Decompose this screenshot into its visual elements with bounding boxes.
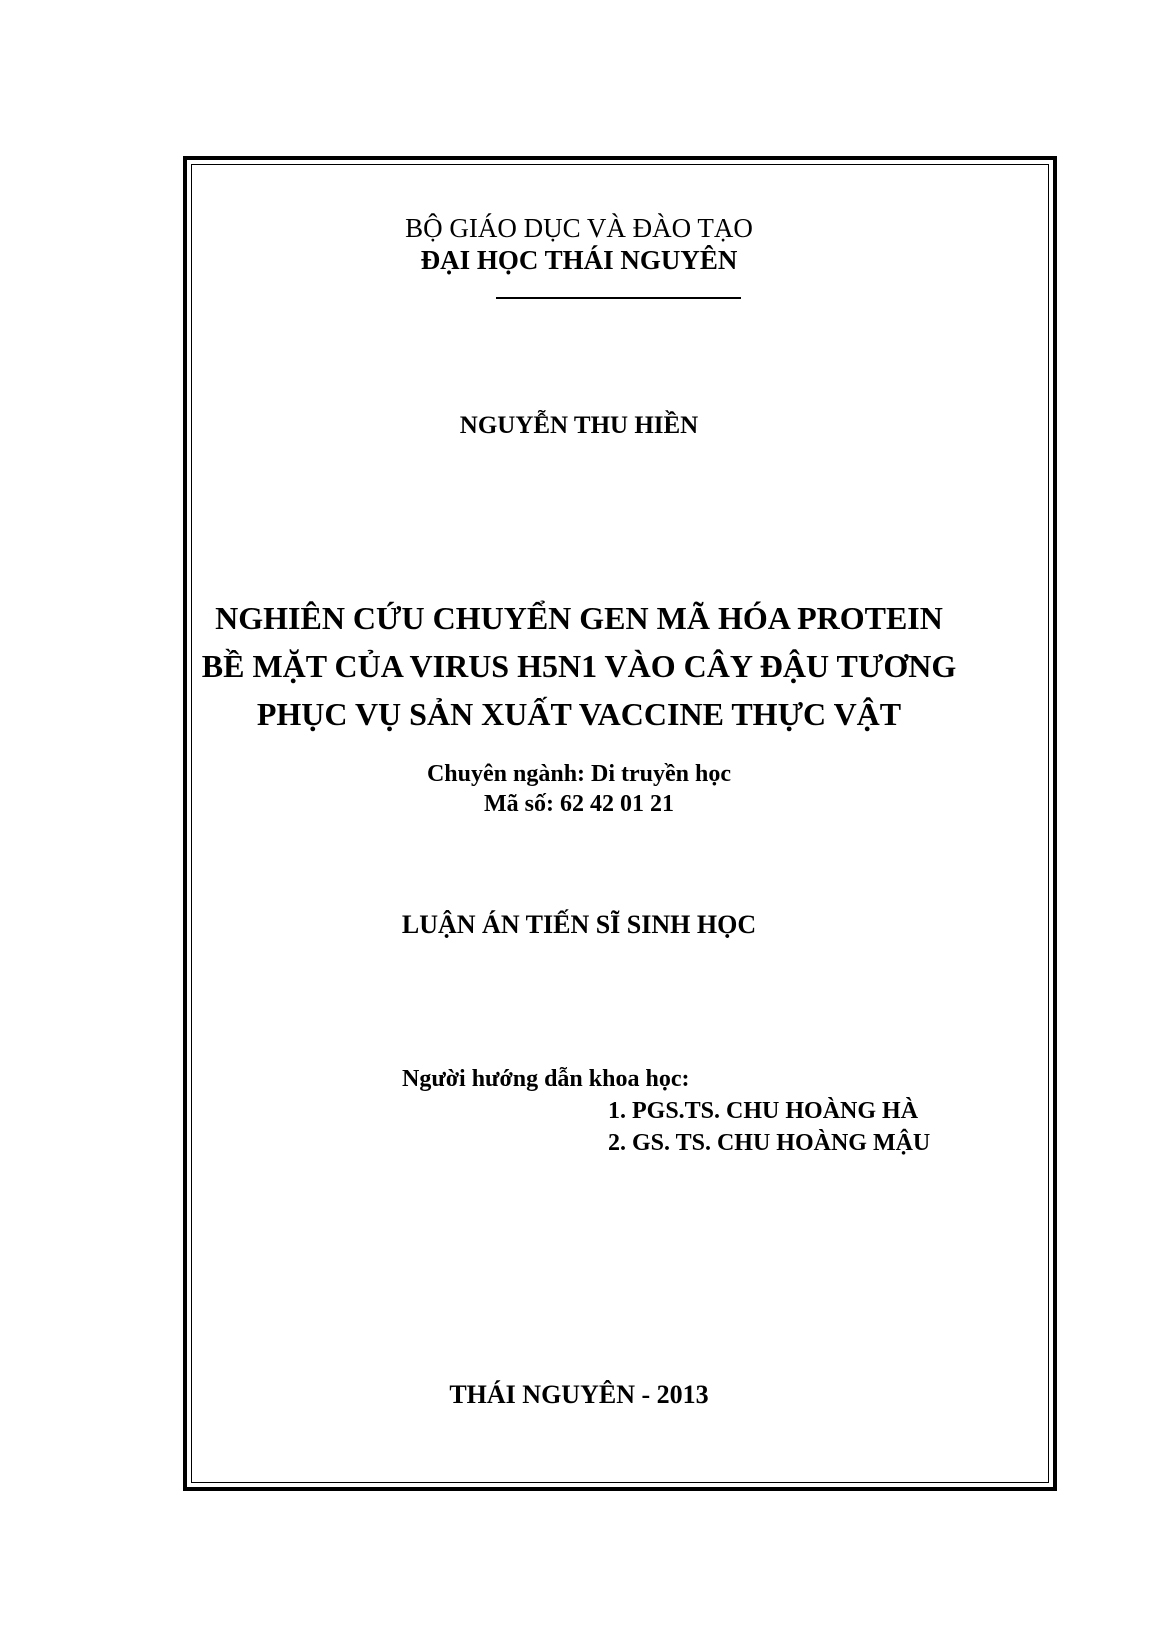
supervisor-item: 1. PGS.TS. CHU HOÀNG HÀ [608,1098,919,1124]
thesis-title-line-2: BỀ MẶT CỦA VIRUS H5N1 VÀO CÂY ĐẬU TƯƠNG [201,648,957,684]
author-name: NGUYỄN THU HIỀN [459,412,699,439]
place-year: THÁI NGUYÊN - 2013 [449,1380,709,1409]
specialization-major: Chuyên ngành: Di truyền học [426,761,732,787]
supervisor-item: 2. GS. TS. CHU HOÀNG MẬU [608,1130,931,1156]
university-name: ĐẠI HỌC THÁI NGUYÊN [420,245,738,275]
thesis-title-line-3: PHỤC VỤ SẢN XUẤT VACCINE THỰC VẬT [256,696,902,732]
degree-title: LUẬN ÁN TIẾN SĨ SINH HỌC [401,910,757,939]
supervisors-label: Người hướng dẫn khoa học: [402,1066,690,1092]
ministry-name: BỘ GIÁO DỤC VÀ ĐÀO TẠO [405,213,753,243]
page-border-inner [191,164,1049,1483]
thesis-title-line-1: NGHIÊN CỨU CHUYỂN GEN MÃ HÓA PROTEIN [215,600,943,636]
specialization-code: Mã số: 62 42 01 21 [484,791,674,817]
header-divider [496,297,741,299]
